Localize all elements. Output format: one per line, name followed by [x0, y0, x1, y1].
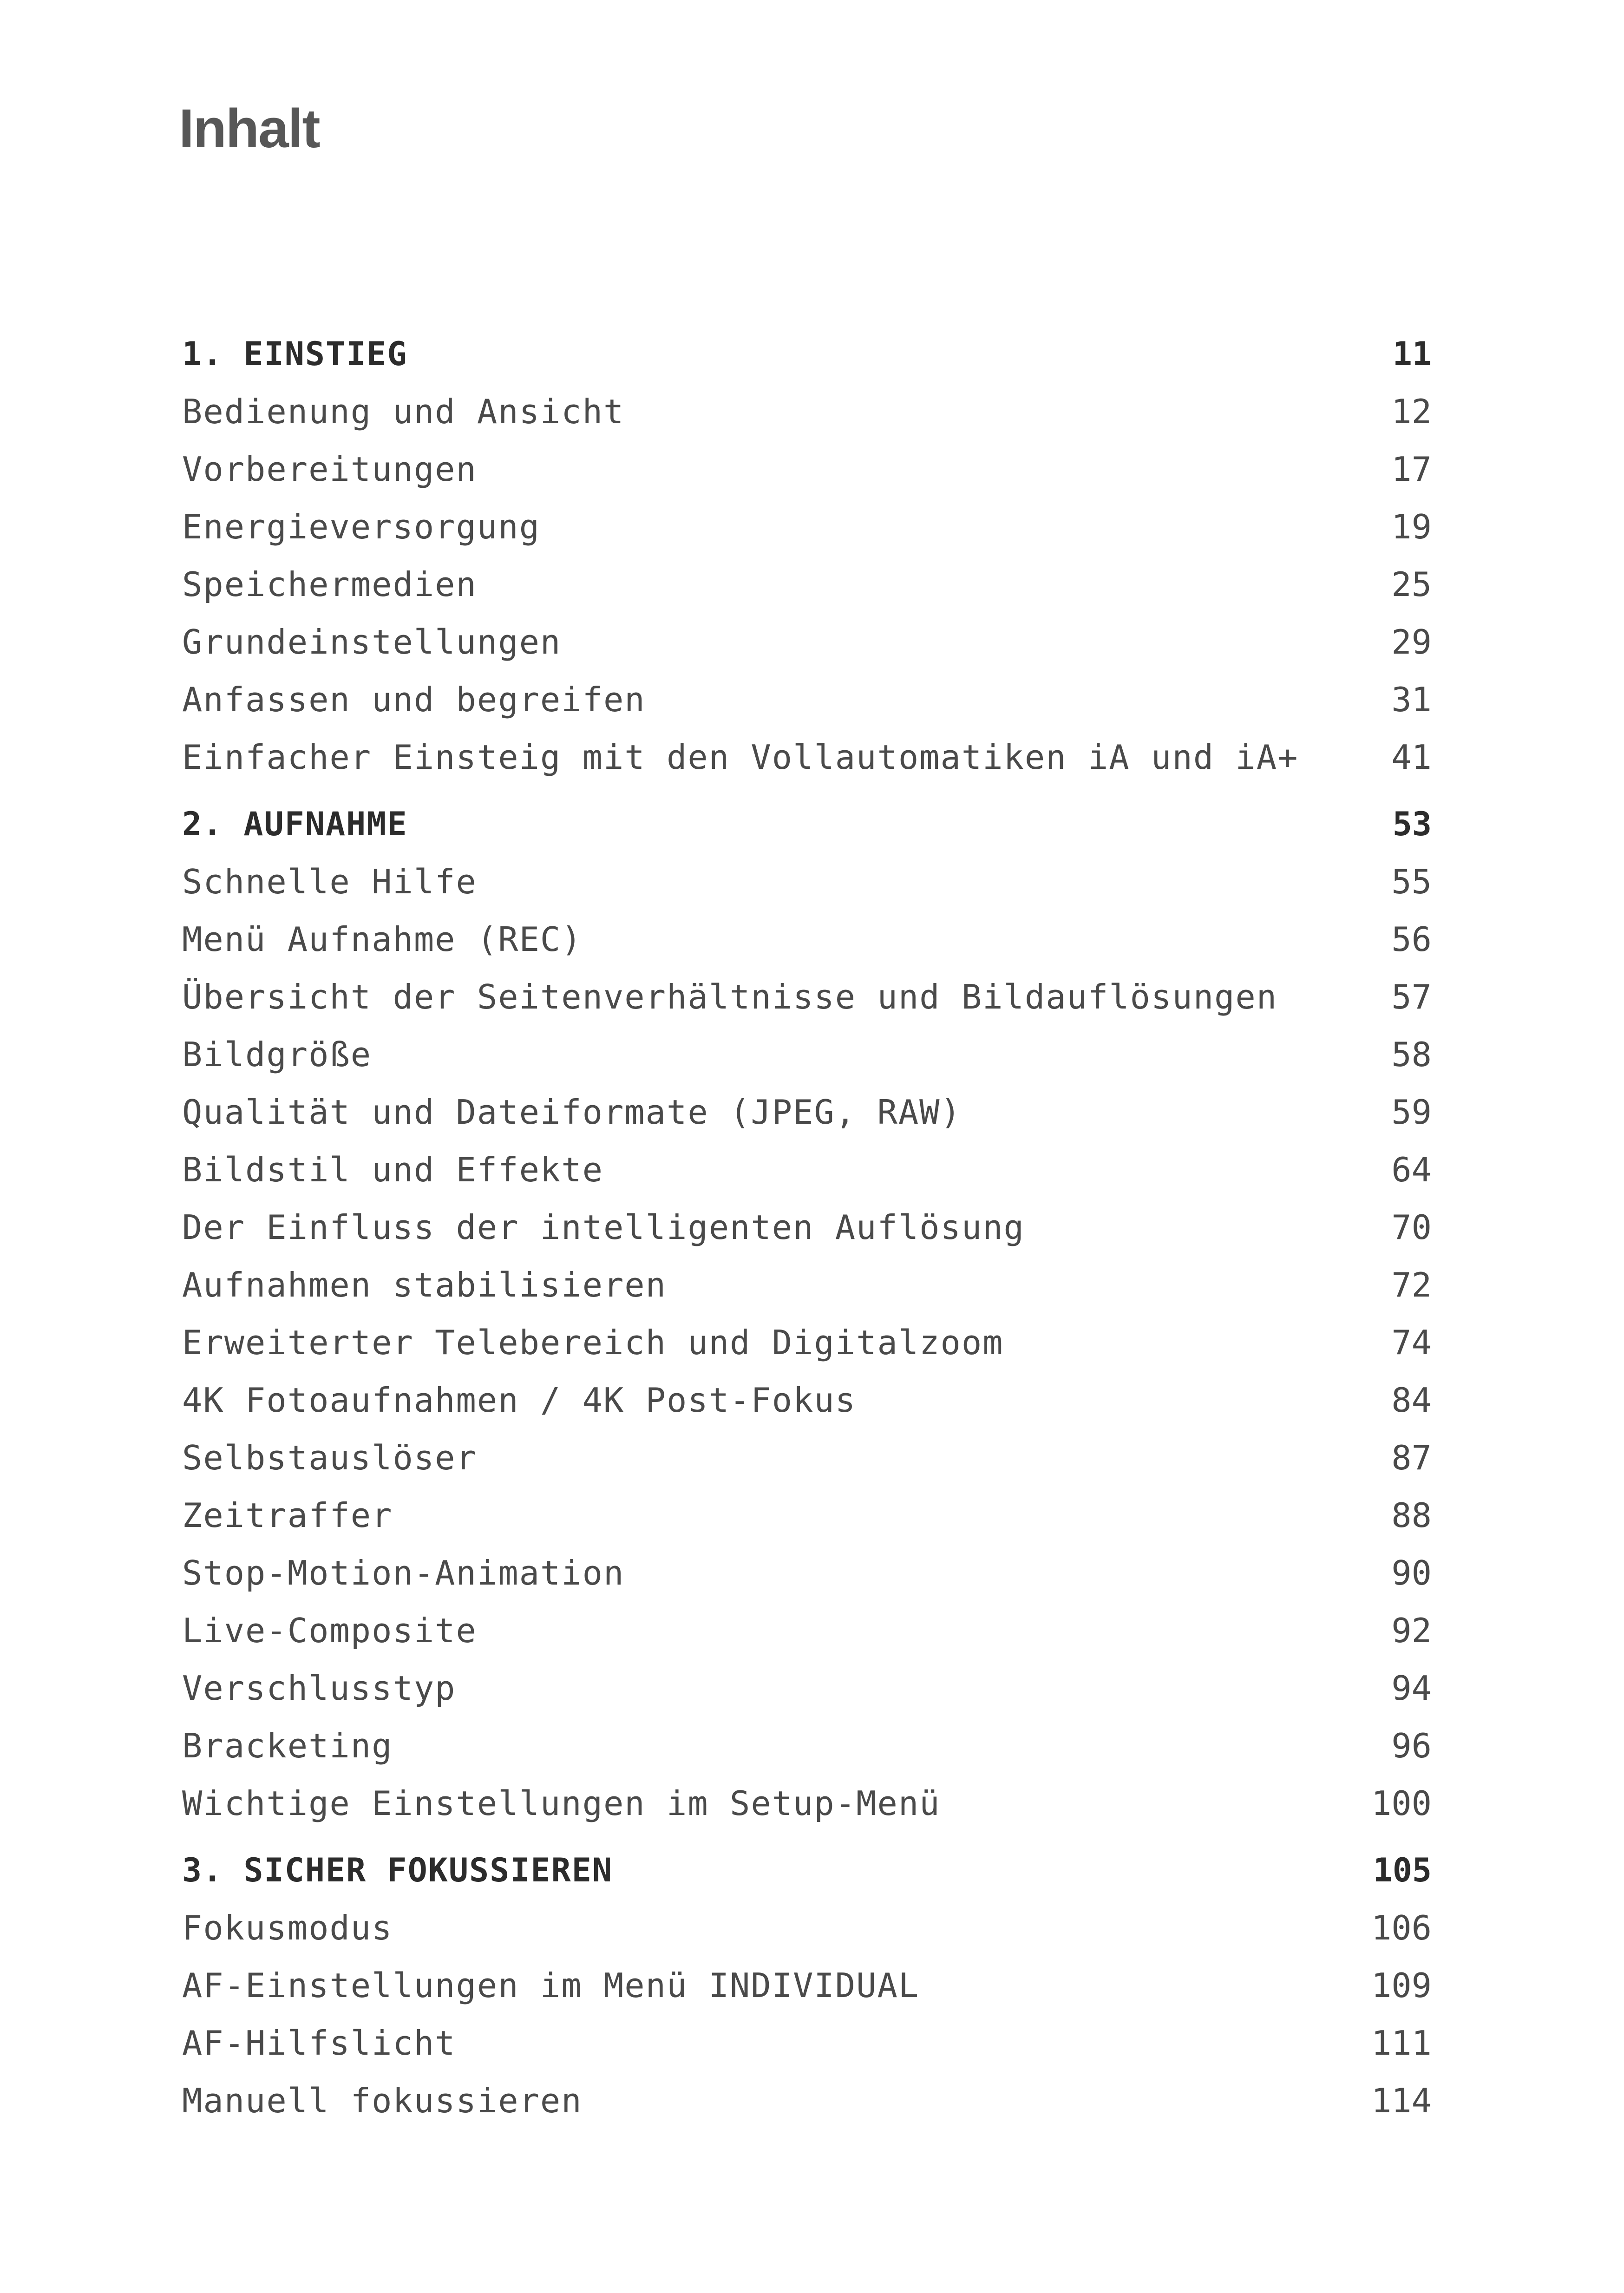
toc-page-number: 19 [1391, 507, 1432, 546]
toc-entry[interactable] [182, 498, 1432, 556]
toc-page-number: 111 [1371, 2024, 1432, 2063]
toc-chapter-einstieg[interactable] [182, 325, 1432, 383]
toc-entry-title: Bildgröße [182, 1035, 372, 1074]
toc-entry[interactable] [182, 968, 1432, 1026]
toc-entry-title: Übersicht der Seitenverhältnisse und Bildauflösungen [182, 977, 1278, 1016]
toc-page-number: 12 [1391, 392, 1432, 431]
toc-page-number: 70 [1391, 1208, 1432, 1247]
toc-entry[interactable] [182, 1487, 1432, 1544]
toc-entry[interactable] [182, 2014, 1432, 2072]
toc-page-number: 74 [1391, 1323, 1432, 1362]
toc-page-number: 25 [1391, 565, 1432, 604]
toc-entry-title: Live-Composite [182, 1611, 477, 1650]
toc-entry[interactable] [182, 556, 1432, 613]
toc-entry-title: Einfacher Einsteig mit den Vollautomatiken iA und iA+ [182, 738, 1299, 777]
toc-entry[interactable] [182, 1429, 1432, 1487]
toc-page-number: 94 [1391, 1669, 1432, 1708]
toc-entry[interactable] [182, 1083, 1432, 1141]
toc-page-number: 114 [1371, 2081, 1432, 2120]
toc-page-number: 29 [1391, 622, 1432, 662]
toc-page-number: 56 [1391, 920, 1432, 959]
toc-entry[interactable] [182, 1141, 1432, 1199]
toc-page-number: 55 [1391, 862, 1432, 901]
toc-entry[interactable] [182, 1256, 1432, 1314]
toc-page-number: 59 [1391, 1093, 1432, 1132]
toc-entry[interactable] [182, 1199, 1432, 1256]
toc-entry[interactable] [182, 853, 1432, 911]
toc-chapter-title: 3. SICHER FOKUSSIEREN [182, 1851, 613, 1889]
toc-entry[interactable] [182, 911, 1432, 968]
toc-entry[interactable] [182, 1026, 1432, 1083]
toc-entry-title: Anfassen und begreifen [182, 680, 646, 719]
toc-entry-title: Erweiterter Telebereich und Digitalzoom [182, 1323, 1004, 1362]
toc-entry-title: AF-Einstellungen im Menü INDIVIDUAL [182, 1966, 920, 2005]
toc-entry-title: Speichermedien [182, 565, 477, 604]
toc-entry-title: Fokusmodus [182, 1908, 393, 1947]
toc-entry[interactable] [182, 383, 1432, 440]
toc-entry[interactable] [182, 1899, 1432, 1957]
toc-entry-title: Stop-Motion-Animation [182, 1553, 625, 1592]
toc-page-number: 106 [1371, 1908, 1432, 1947]
toc-entry[interactable] [182, 1602, 1432, 1659]
toc-entry-title: Vorbereitungen [182, 450, 477, 489]
toc-chapter-aufnahme[interactable] [182, 795, 1432, 853]
toc-entry[interactable] [182, 1371, 1432, 1429]
toc-page-number: 31 [1391, 680, 1432, 719]
toc-chapter-sicher-fokussieren[interactable] [182, 1841, 1432, 1899]
toc-entry-title: Zeitraffer [182, 1496, 393, 1535]
toc-chapter-title: 2. AUFNAHME [182, 805, 408, 843]
toc-entry-title: Energieversorgung [182, 507, 540, 546]
toc-entry[interactable] [182, 440, 1432, 498]
toc-entry[interactable] [182, 728, 1432, 786]
toc-entry-title: 4K Fotoaufnahmen / 4K Post-Fokus [182, 1381, 857, 1420]
toc-entry-title: Der Einfluss der intelligenten Auflösung [182, 1208, 1025, 1247]
toc-page-number: 84 [1391, 1381, 1432, 1420]
toc-page-number: 88 [1391, 1496, 1432, 1535]
toc-entry-title: Verschlusstyp [182, 1669, 456, 1708]
toc-entry-title: Grundeinstellungen [182, 622, 562, 662]
toc-entry-title: Menü Aufnahme (REC) [182, 920, 583, 959]
toc-entry[interactable] [182, 671, 1432, 728]
toc-page-number: 87 [1391, 1438, 1432, 1477]
toc-page-number: 90 [1391, 1553, 1432, 1592]
toc-page-number: 105 [1373, 1851, 1432, 1889]
toc-page-number: 92 [1391, 1611, 1432, 1650]
toc-page-number: 100 [1371, 1784, 1432, 1823]
toc-entry[interactable] [182, 2072, 1432, 2129]
toc-entry-title: Selbstauslöser [182, 1438, 477, 1477]
toc-entry-title: AF-Hilfslicht [182, 2024, 456, 2063]
page-title: Inhalt [179, 98, 320, 159]
toc-entry-title: Aufnahmen stabilisieren [182, 1265, 667, 1304]
toc-page-number: 109 [1371, 1966, 1432, 2005]
toc-page-number: 57 [1391, 977, 1432, 1016]
toc-page-number: 41 [1391, 738, 1432, 777]
toc-entry[interactable] [182, 1957, 1432, 2014]
toc-chapter-title: 1. EINSTIEG [182, 335, 408, 373]
toc-entry-title: Bedienung und Ansicht [182, 392, 625, 431]
toc-entry[interactable] [182, 613, 1432, 671]
toc-entry-title: Bildstil und Effekte [182, 1150, 603, 1189]
toc-page-number: 72 [1391, 1265, 1432, 1304]
toc-page-number: 11 [1392, 335, 1432, 373]
toc-entry[interactable] [182, 1314, 1432, 1371]
toc-page-number: 58 [1391, 1035, 1432, 1074]
toc-page-number: 64 [1391, 1150, 1432, 1189]
toc-page-number: 53 [1392, 805, 1432, 843]
toc-entry-title: Schnelle Hilfe [182, 862, 477, 901]
toc-entry-title: Wichtige Einstellungen im Setup-Menü [182, 1784, 941, 1823]
table-of-contents [182, 325, 1432, 2129]
toc-entry-title: Bracketing [182, 1726, 393, 1765]
toc-entry[interactable] [182, 1775, 1432, 1832]
toc-entry[interactable] [182, 1717, 1432, 1775]
toc-entry[interactable] [182, 1659, 1432, 1717]
toc-entry-title: Manuell fokussieren [182, 2081, 583, 2120]
toc-page-number: 96 [1391, 1726, 1432, 1765]
toc-entry[interactable] [182, 1544, 1432, 1602]
toc-page-number: 17 [1391, 450, 1432, 489]
toc-entry-title: Qualität und Dateiformate (JPEG, RAW) [182, 1093, 962, 1132]
